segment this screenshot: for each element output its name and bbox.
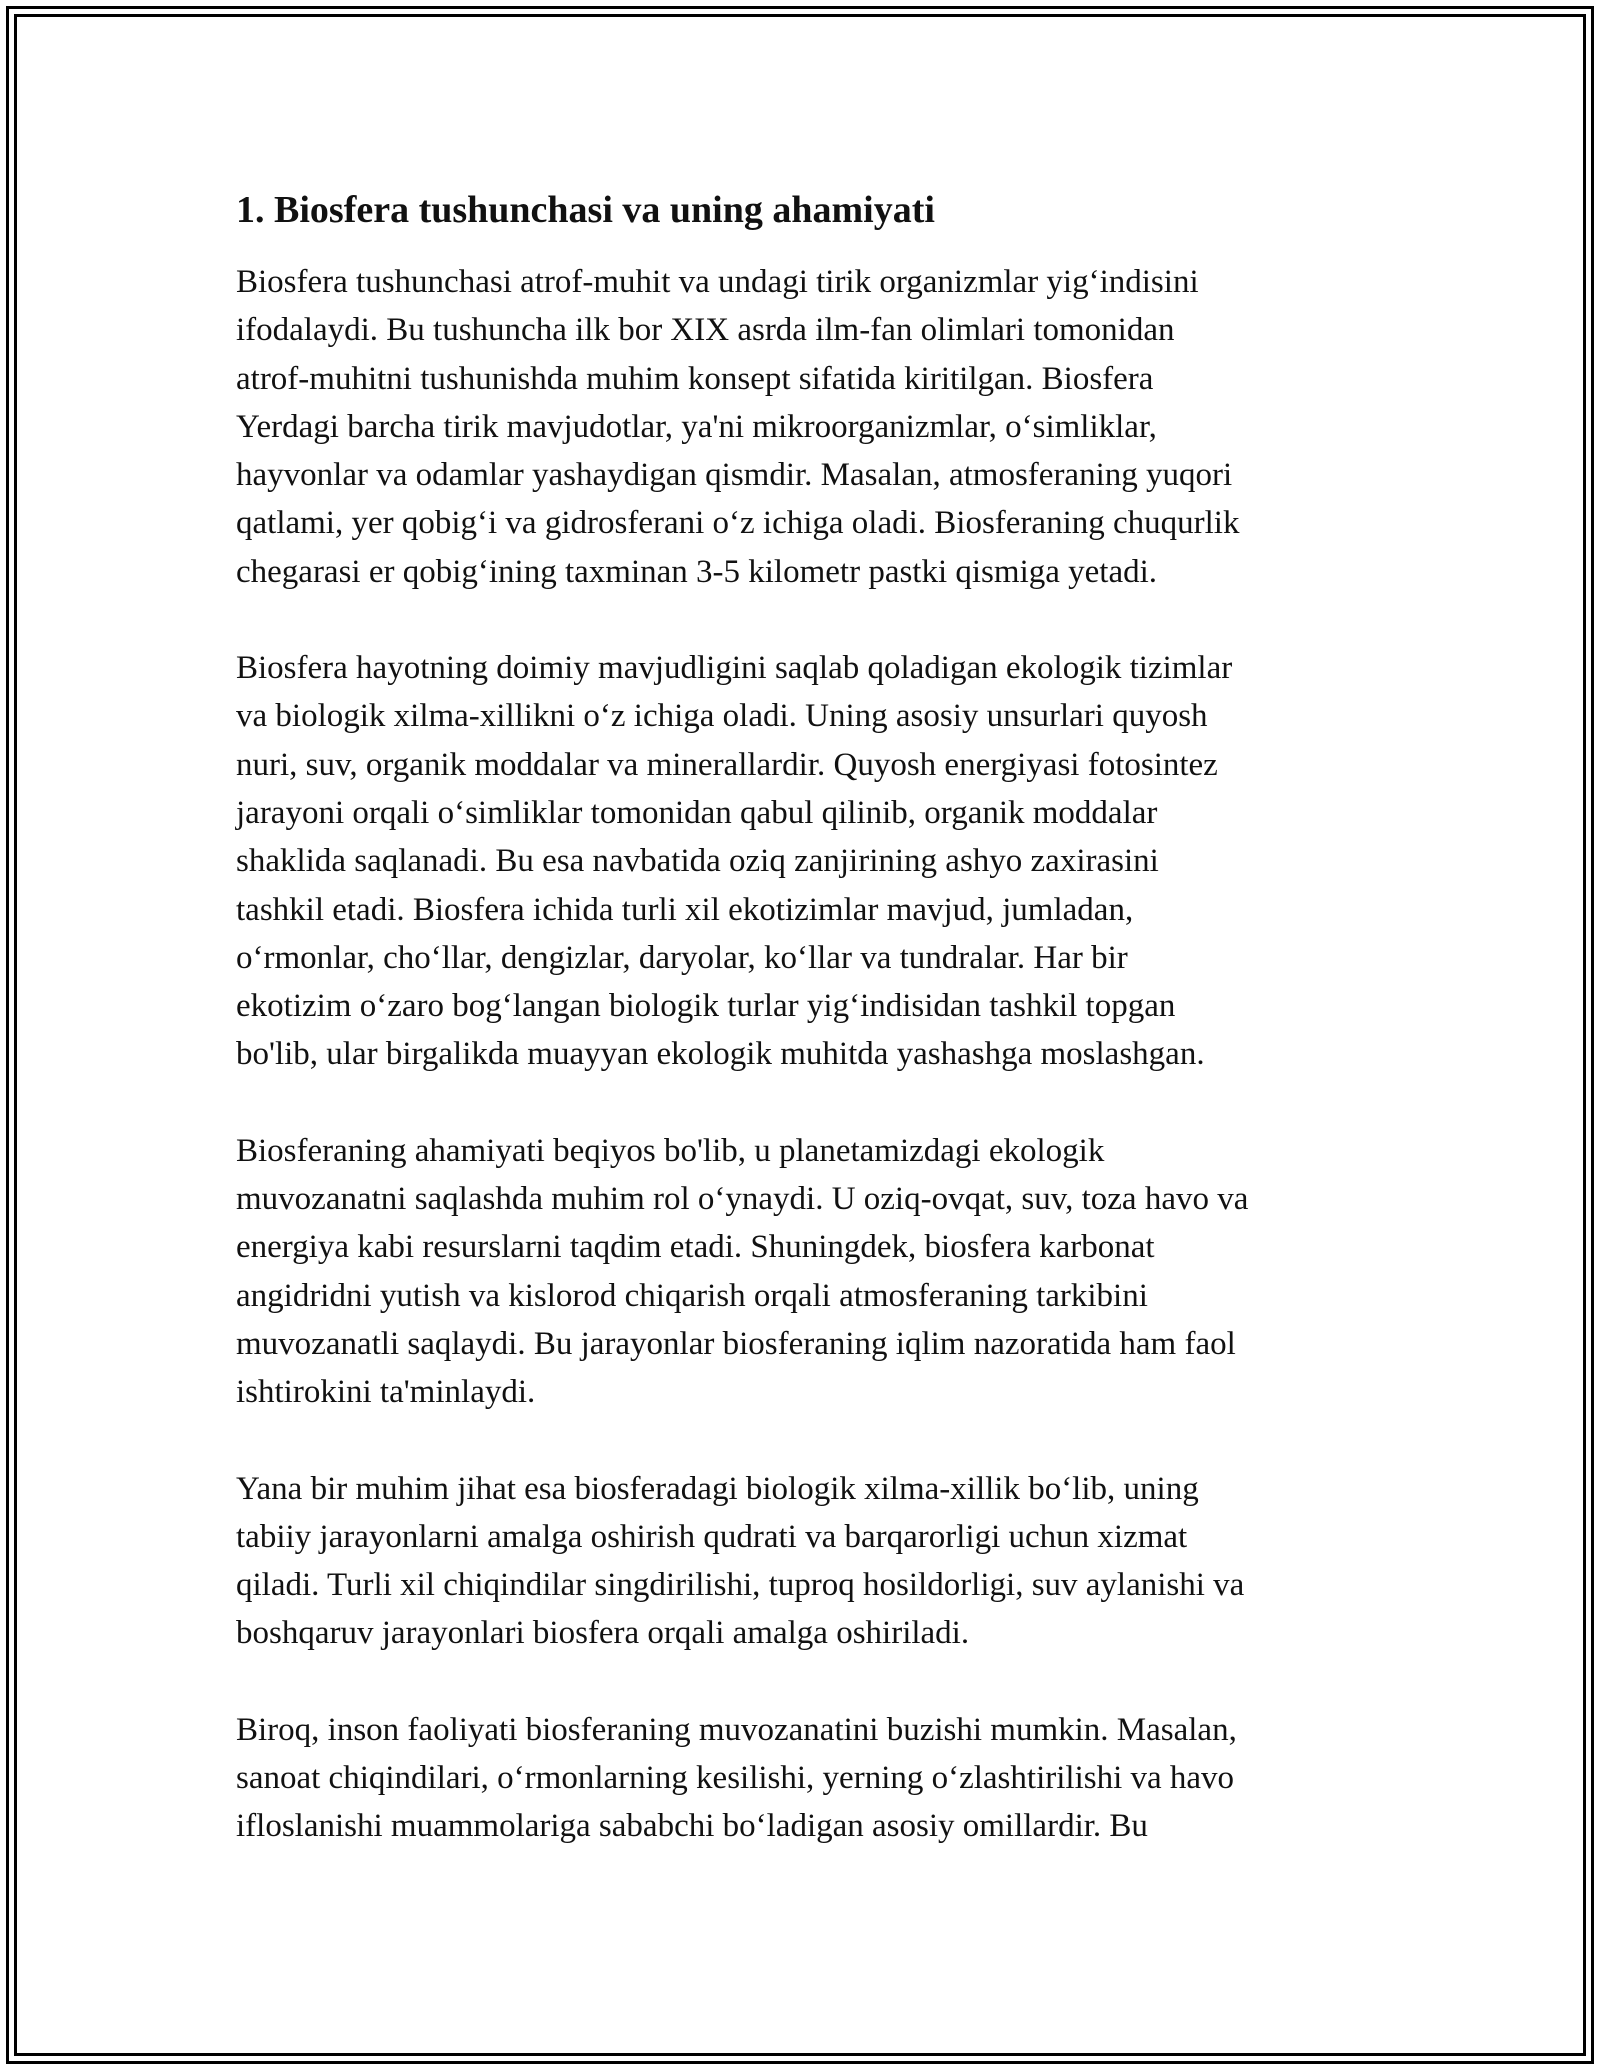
text-line: ishtirokini ta'minlaydi. bbox=[236, 1374, 536, 1411]
text-line: muvozanatni saqlashda muhim rol o‘ynaydi. U oziq-ovqat, suv, toza havo va bbox=[236, 1181, 1249, 1218]
section-title: 1. Biosfera tushunchasi va uning ahamiyati bbox=[236, 189, 935, 231]
text-line: va biologik xilma-xillikni o‘z ichiga oladi. Uning asosiy unsurlari quyosh bbox=[236, 698, 1208, 735]
text-line: energiya kabi resurslarni taqdim etadi. Shuningdek, biosfera karbonat bbox=[236, 1229, 1155, 1266]
paragraph-5 bbox=[236, 1706, 1376, 1851]
text-line: ekotizim o‘zaro bog‘langan biologik turlar yig‘indisidan tashkil topgan bbox=[236, 988, 1176, 1025]
text-line: hayvonlar va odamlar yashaydigan qismdir. Masalan, atmosferaning yuqori bbox=[236, 457, 1233, 494]
document-body bbox=[236, 186, 1376, 1899]
paragraph-1 bbox=[236, 258, 1376, 596]
text-line: ifodalaydi. Bu tushuncha ilk bor XIX asrda ilm-fan olimlari tomonidan bbox=[236, 312, 1175, 349]
text-line: Biosfera tushunchasi atrof-muhit va undagi tirik organizmlar yig‘indisini bbox=[236, 264, 1199, 300]
paragraph-2 bbox=[236, 644, 1376, 1079]
text-line: sanoat chiqindilari, o‘rmonlarning kesilishi, yerning o‘zlashtirilishi va havo bbox=[236, 1760, 1235, 1797]
text-line: Biroq, inson faoliyati biosferaning muvozanatini buzishi mumkin. Masalan, bbox=[236, 1711, 1237, 1748]
text-line: shaklida saqlanadi. Bu esa navbatida oziq zanjirining ashyo zaxirasini bbox=[236, 843, 1159, 880]
text-line: atrof-muhitni tushunishda muhim konsept sifatida kiritilgan. Biosfera bbox=[236, 360, 1154, 397]
text-line: bo'lib, ular birgalikda muayyan ekologik muhitda yashashga moslashgan. bbox=[236, 1036, 1205, 1073]
text-line: jarayoni orqali o‘simliklar tomonidan qabul qilinib, organik moddalar bbox=[236, 794, 1158, 831]
text-line: muvozanatli saqlaydi. Bu jarayonlar biosferaning iqlim nazoratida ham faol bbox=[236, 1325, 1236, 1362]
text-line: Yerdagi barcha tirik mavjudotlar, ya'ni mikroorganizmlar, o‘simliklar, bbox=[236, 408, 1157, 445]
paragraph-4 bbox=[236, 1465, 1376, 1658]
text-line: qiladi. Turli xil chiqindilar singdirilishi, tuproq hosildorligi, suv aylanishi va bbox=[236, 1567, 1245, 1604]
text-line: nuri, suv, organik moddalar va minerallardir. Quyosh energiyasi fotosintez bbox=[236, 746, 1218, 783]
text-line: Biosfera hayotning doimiy mavjudligini saqlab qoladigan ekologik tizimlar bbox=[236, 650, 1233, 687]
paragraph-3 bbox=[236, 1127, 1376, 1417]
text-line: qatlami, yer qobig‘i va gidrosferani o‘z ichiga oladi. Biosferaning chuqurlik bbox=[236, 505, 1240, 542]
text-line: tashkil etadi. Biosfera ichida turli xil ekotizimlar mavjud, jumladan, bbox=[236, 891, 1134, 928]
text-line: tabiiy jarayonlarni amalga oshirish qudrati va barqarorligi uchun xizmat bbox=[236, 1518, 1188, 1555]
text-line: Biosferaning ahamiyati beqiyos bo'lib, u planetamizdagi ekologik bbox=[236, 1132, 1105, 1169]
text-line: chegarasi er qobig‘ining taxminan 3-5 kilometr pastki qismiga yetadi. bbox=[236, 553, 1158, 590]
text-line: ifloslanishi muammolariga sababchi bo‘ladigan asosiy omillardir. Bu bbox=[236, 1808, 1148, 1845]
text-line: o‘rmonlar, cho‘llar, dengizlar, daryolar, ko‘llar va tundralar. Har bir bbox=[236, 939, 1128, 976]
text-line: angidridni yutish va kislorod chiqarish orqali atmosferaning tarkibini bbox=[236, 1277, 1148, 1314]
text-line: Yana bir muhim jihat esa biosferadagi biologik xilma-xillik bo‘lib, uning bbox=[236, 1470, 1199, 1507]
text-line: boshqaruv jarayonlari biosfera orqali amalga oshiriladi. bbox=[236, 1615, 970, 1652]
